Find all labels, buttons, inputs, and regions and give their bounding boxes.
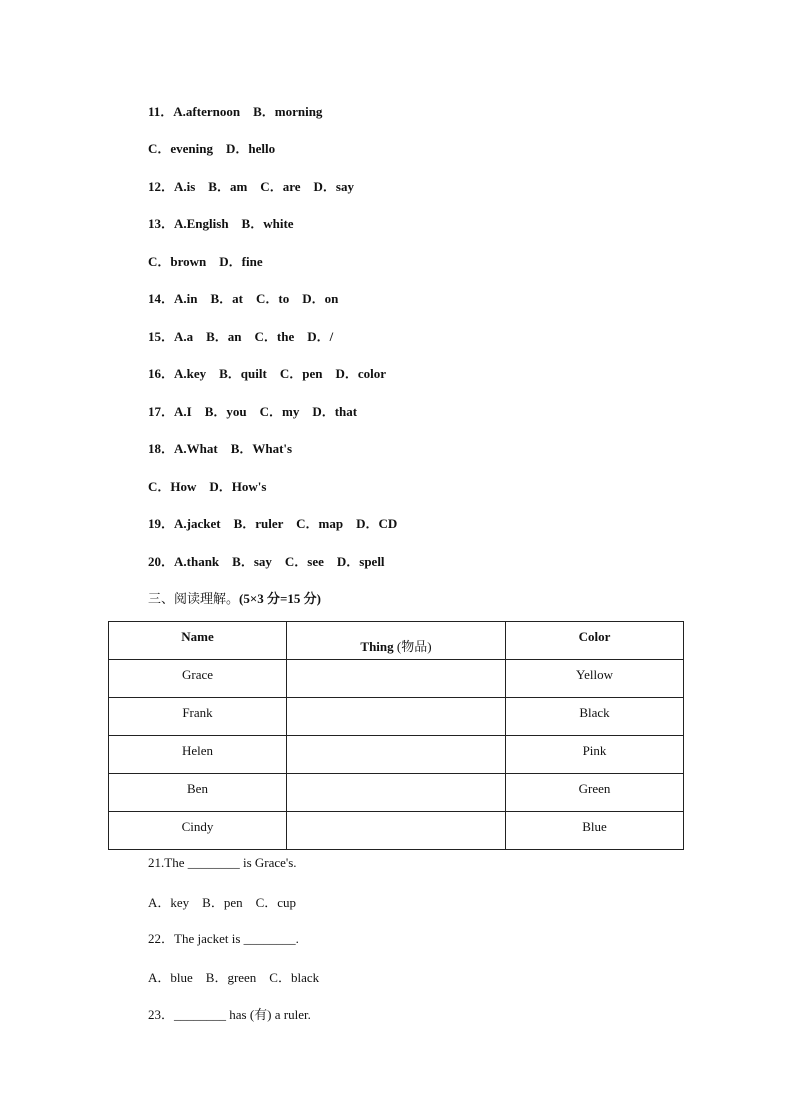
- section-heading-score: (5×3 分=15 分): [239, 591, 321, 606]
- option-line-16: 16．A.key B．quilt C．pen D．color: [148, 366, 386, 381]
- cell-color: Green: [506, 774, 684, 812]
- header-thing: [287, 622, 506, 660]
- option-line-15: 15．A.a B．an C．the D．/: [148, 329, 334, 344]
- option-line-11: 11．A.afternoon B．morning: [148, 104, 323, 119]
- option-line-13-cont: C．brown D．fine: [148, 254, 263, 269]
- table-row: [109, 774, 684, 812]
- table-row: [109, 736, 684, 774]
- reading-table: [108, 621, 684, 850]
- cell-thing: [287, 660, 506, 698]
- option-line-18-cont: C．How D．How's: [148, 479, 267, 494]
- header-color: Color: [506, 622, 684, 660]
- cell-name: Cindy: [109, 812, 287, 850]
- cell-name: Grace: [109, 660, 287, 698]
- header-thing-cn: (物品): [396, 639, 432, 654]
- cell-name: Helen: [109, 736, 287, 774]
- option-line-12: 12．A.is B．am C．are D．say: [148, 179, 354, 194]
- cell-thing: [287, 698, 506, 736]
- section-heading: [148, 588, 321, 607]
- option-line-13: 13．A.English B．white: [148, 216, 294, 231]
- option-line-18: 18．A.What B．What's: [148, 441, 293, 456]
- question-22-options: A．blue B．green C．black: [148, 970, 320, 985]
- option-line-11-cont: C．evening D．hello: [148, 141, 276, 156]
- cell-thing: [287, 736, 506, 774]
- header-thing-label: Thing: [360, 639, 394, 654]
- question-21-options: A．key B．pen C．cup: [148, 895, 297, 910]
- table-row: [109, 660, 684, 698]
- option-line-14: 14．A.in B．at C．to D．on: [148, 291, 339, 306]
- table-row: [109, 812, 684, 850]
- cell-color: Yellow: [506, 660, 684, 698]
- option-line-20: 20．A.thank B．say C．see D．spell: [148, 554, 385, 569]
- section-heading-prefix: 三、阅读理解。: [148, 591, 240, 606]
- question-22: 22．The jacket is ________.: [148, 931, 299, 946]
- cell-name: Ben: [109, 774, 287, 812]
- cell-color: Pink: [506, 736, 684, 774]
- option-line-17: 17．A.I B．you C．my D．that: [148, 404, 358, 419]
- table-header-row: [109, 622, 684, 660]
- table-row: [109, 698, 684, 736]
- cell-color: Black: [506, 698, 684, 736]
- question-21: 21.The ________ is Grace's.: [148, 855, 297, 870]
- cell-name: Frank: [109, 698, 287, 736]
- cell-thing: [287, 774, 506, 812]
- cell-color: Blue: [506, 812, 684, 850]
- option-line-19: 19．A.jacket B．ruler C．map D．CD: [148, 516, 398, 531]
- header-name: Name: [109, 622, 287, 660]
- cell-thing: [287, 812, 506, 850]
- question-23: 23．________ has (有) a ruler.: [148, 1007, 311, 1022]
